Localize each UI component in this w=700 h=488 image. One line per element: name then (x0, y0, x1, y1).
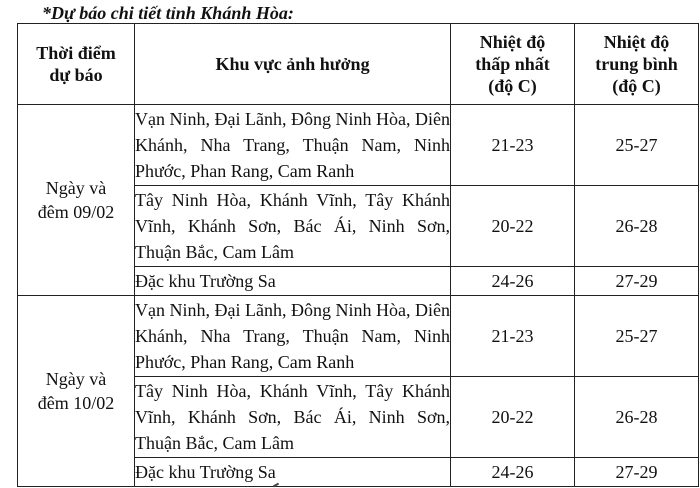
avg-temp-cell: 26-28 (575, 377, 699, 458)
area-cell: Tây Ninh Hòa, Khánh Vĩnh, Tây Khánh Vĩnh, Khánh Sơn, Bác Ái, Ninh Sơn, Thuận Bắc, Cam Lâm (135, 377, 451, 458)
header-min-temp-line: Nhiệt độ (479, 32, 546, 52)
header-avg-temp-line: (độ C) (612, 76, 661, 96)
table-row (18, 105, 699, 186)
header-min-temp-line: (độ C) (488, 76, 537, 96)
min-temp-cell: 24-26 (451, 458, 575, 487)
period-cell (18, 296, 135, 487)
area-cell: Đặc khu Trường Sa (135, 458, 451, 487)
period-line: Ngày và (45, 178, 107, 198)
min-temp-cell: 21-23 (451, 105, 575, 186)
header-period-line: dự báo (49, 65, 103, 85)
area-cell: Tây Ninh Hòa, Khánh Vĩnh, Tây Khánh Vĩnh, Khánh Sơn, Bác Ái, Ninh Sơn, Thuận Bắc, Cam Lâm (135, 186, 451, 267)
header-avg-temp (575, 24, 699, 105)
area-cell: Vạn Ninh, Đại Lãnh, Đông Ninh Hòa, Diên Khánh, Nha Trang, Thuận Nam, Ninh Phước, Phan Rang, Cam Ranh (135, 105, 451, 186)
header-period-line: Thời điểm (36, 43, 116, 63)
period-cell (18, 105, 135, 296)
min-temp-cell: 20-22 (451, 186, 575, 267)
header-period (18, 24, 135, 105)
period-line: Ngày và (45, 369, 107, 389)
avg-temp-cell: 26-28 (575, 186, 699, 267)
min-temp-cell: 20-22 (451, 377, 575, 458)
avg-temp-cell: 27-29 (575, 267, 699, 296)
avg-temp-cell: 25-27 (575, 296, 699, 377)
header-min-temp (451, 24, 575, 105)
forecast-table (17, 23, 699, 487)
avg-temp-cell: 27-29 (575, 458, 699, 487)
header-row (18, 24, 699, 105)
period-line: đêm 10/02 (37, 393, 115, 413)
avg-temp-cell: 25-27 (575, 105, 699, 186)
header-avg-temp-line: Nhiệt độ (603, 32, 670, 52)
area-cell: Đặc khu Trường Sa (135, 267, 451, 296)
header-avg-temp-line: trung bình (595, 54, 678, 74)
next-line-fragment (270, 482, 284, 488)
min-temp-cell: 21-23 (451, 296, 575, 377)
header-min-temp-line: thấp nhất (475, 54, 550, 74)
table-row (18, 296, 699, 377)
header-area: Khu vực ảnh hưởng (135, 24, 451, 105)
period-line: đêm 09/02 (37, 202, 115, 222)
area-cell: Vạn Ninh, Đại Lãnh, Đông Ninh Hòa, Diên Khánh, Nha Trang, Thuận Nam, Ninh Phước, Phan Rang, Cam Ranh (135, 296, 451, 377)
min-temp-cell: 24-26 (451, 267, 575, 296)
forecast-caption: *Dự báo chi tiết tỉnh Khánh Hòa: (42, 3, 294, 23)
